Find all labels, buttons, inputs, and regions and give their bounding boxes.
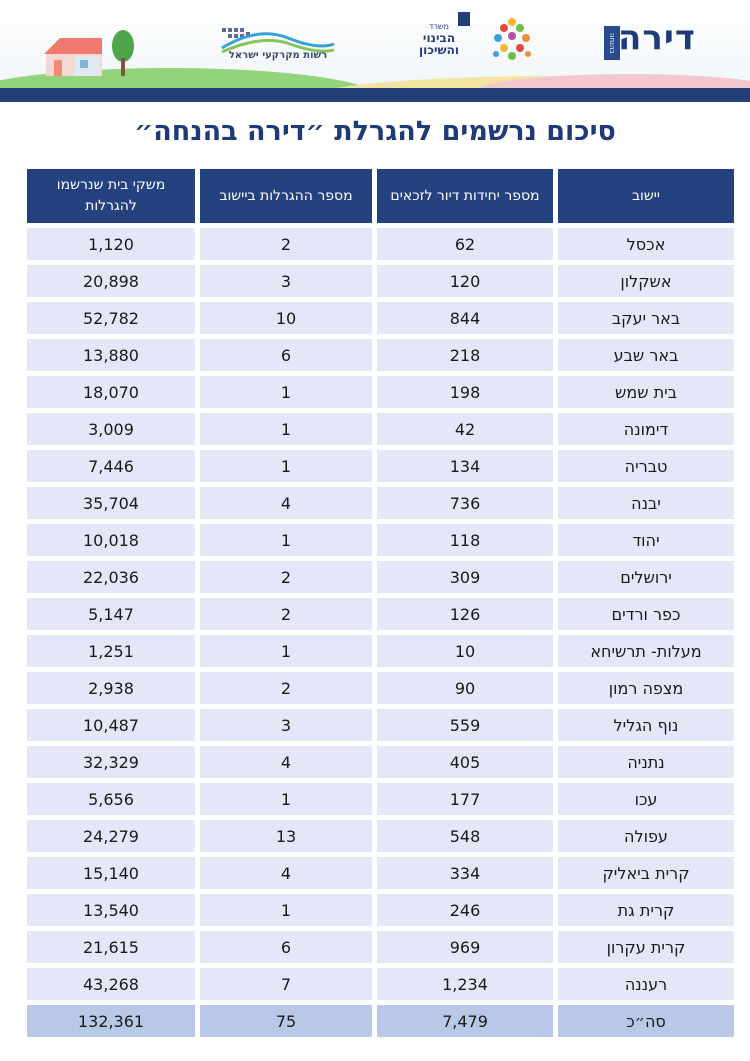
table-row <box>27 783 734 815</box>
cell-households: 1,251 <box>27 635 195 667</box>
cell-households: 20,898 <box>27 265 195 297</box>
cell-housing-units: 405 <box>377 746 553 778</box>
cell-settlement: יבנה <box>558 487 734 519</box>
cell-housing-units: 62 <box>377 228 553 260</box>
cell-settlement: רעננה <box>558 968 734 1000</box>
cell-housing-units: 559 <box>377 709 553 741</box>
cell-housing-units: 90 <box>377 672 553 704</box>
table-row <box>27 931 734 963</box>
cell-households: 22,036 <box>27 561 195 593</box>
cell-settlement: באר יעקב <box>558 302 734 334</box>
ministry-name <box>414 32 464 56</box>
land-authority-name: רשות מקרקעי ישראל <box>228 50 328 61</box>
cell-settlement: נוף הגליל <box>558 709 734 741</box>
table-row <box>27 894 734 926</box>
cell-households: 24,279 <box>27 820 195 852</box>
total-cell-households: 132,361 <box>27 1005 195 1037</box>
ministry-small-label: משרד <box>429 22 449 31</box>
cell-lotteries: 1 <box>200 783 372 815</box>
cell-lotteries: 4 <box>200 857 372 889</box>
cell-households: 35,704 <box>27 487 195 519</box>
cell-settlement: דימונה <box>558 413 734 445</box>
cell-housing-units: 126 <box>377 598 553 630</box>
cell-settlement: אשקלון <box>558 265 734 297</box>
cell-lotteries: 1 <box>200 894 372 926</box>
cell-households: 10,018 <box>27 524 195 556</box>
page-title: סיכום נרשמים להגרלת ״דירה בהנחה״ <box>134 116 616 147</box>
cell-households: 13,540 <box>27 894 195 926</box>
cell-lotteries: 1 <box>200 635 372 667</box>
cell-lotteries: 4 <box>200 487 372 519</box>
table-row <box>27 561 734 593</box>
cell-households: 1,120 <box>27 228 195 260</box>
cell-households: 3,009 <box>27 413 195 445</box>
cell-households: 7,446 <box>27 450 195 482</box>
table-row <box>27 598 734 630</box>
table-row <box>27 524 734 556</box>
cell-settlement: אכסל <box>558 228 734 260</box>
cell-lotteries: 6 <box>200 339 372 371</box>
table-body <box>27 228 734 1037</box>
cell-lotteries: 3 <box>200 709 372 741</box>
cell-settlement: נתניה <box>558 746 734 778</box>
cell-housing-units: 198 <box>377 376 553 408</box>
total-cell-lotteries: 75 <box>200 1005 372 1037</box>
cell-settlement: ירושלים <box>558 561 734 593</box>
cell-housing-units: 309 <box>377 561 553 593</box>
cell-lotteries: 2 <box>200 672 372 704</box>
table-row <box>27 413 734 445</box>
tree-icon <box>110 28 136 76</box>
cell-settlement: קרית ביאליק <box>558 857 734 889</box>
cell-settlement: כפר ורדים <box>558 598 734 630</box>
cell-households: 18,070 <box>27 376 195 408</box>
cell-settlement: קרית עקרון <box>558 931 734 963</box>
cell-settlement: קרית גת <box>558 894 734 926</box>
cell-lotteries: 2 <box>200 228 372 260</box>
table-row <box>27 228 734 260</box>
cell-lotteries: 1 <box>200 376 372 408</box>
column-header-lotteries: מספר ההגרלות ביישוב <box>200 169 372 223</box>
cell-lotteries: 1 <box>200 413 372 445</box>
cell-housing-units: 177 <box>377 783 553 815</box>
total-cell-housing-units: 7,479 <box>377 1005 553 1037</box>
cell-lotteries: 13 <box>200 820 372 852</box>
cell-lotteries: 1 <box>200 450 372 482</box>
cell-housing-units: 134 <box>377 450 553 482</box>
house-icon <box>40 36 106 76</box>
cell-households: 21,615 <box>27 931 195 963</box>
cell-households: 10,487 <box>27 709 195 741</box>
cell-settlement: עכו <box>558 783 734 815</box>
cell-housing-units: 548 <box>377 820 553 852</box>
table-row <box>27 376 734 408</box>
table-row <box>27 450 734 482</box>
table-row <box>27 487 734 519</box>
cell-lotteries: 2 <box>200 598 372 630</box>
header-banner <box>0 0 750 102</box>
cell-housing-units: 334 <box>377 857 553 889</box>
cell-housing-units: 1,234 <box>377 968 553 1000</box>
cell-lotteries: 10 <box>200 302 372 334</box>
total-cell-settlement: סה״כ <box>558 1005 734 1037</box>
cell-settlement: טבריה <box>558 450 734 482</box>
cell-lotteries: 2 <box>200 561 372 593</box>
cell-housing-units: 246 <box>377 894 553 926</box>
lottery-summary-table <box>22 164 739 1042</box>
cell-housing-units: 118 <box>377 524 553 556</box>
cell-settlement: מצפה רמון <box>558 672 734 704</box>
table-row <box>27 968 734 1000</box>
cell-settlement: באר שבע <box>558 339 734 371</box>
cell-households: 5,147 <box>27 598 195 630</box>
program-logo-text: דירה <box>618 18 696 58</box>
cell-housing-units: 218 <box>377 339 553 371</box>
table-row <box>27 709 734 741</box>
cell-lotteries: 4 <box>200 746 372 778</box>
cell-housing-units: 120 <box>377 265 553 297</box>
cell-households: 52,782 <box>27 302 195 334</box>
cell-lotteries: 7 <box>200 968 372 1000</box>
cell-lotteries: 3 <box>200 265 372 297</box>
header-bottom-band <box>0 88 750 102</box>
cell-settlement: בית שמש <box>558 376 734 408</box>
table-row <box>27 672 734 704</box>
cell-lotteries: 1 <box>200 524 372 556</box>
table-row <box>27 746 734 778</box>
cell-households: 43,268 <box>27 968 195 1000</box>
table-header-row <box>27 169 734 223</box>
column-header-households: משקי בית שנרשמו להגרלות <box>27 169 195 223</box>
table-row <box>27 302 734 334</box>
cell-households: 32,329 <box>27 746 195 778</box>
table-row <box>27 265 734 297</box>
cell-households: 5,656 <box>27 783 195 815</box>
ministry-name-line1: הבינוי <box>422 31 456 45</box>
cell-housing-units: 844 <box>377 302 553 334</box>
cell-housing-units: 736 <box>377 487 553 519</box>
cell-housing-units: 42 <box>377 413 553 445</box>
cell-lotteries: 6 <box>200 931 372 963</box>
column-header-housing-units: מספר יחידות דיור לזכאים <box>377 169 553 223</box>
cell-settlement: עפולה <box>558 820 734 852</box>
table-row <box>27 820 734 852</box>
table-total-row <box>27 1005 734 1037</box>
cell-households: 15,140 <box>27 857 195 889</box>
ministry-name-line2: והשיכון <box>418 43 460 57</box>
cell-settlement: יהוד <box>558 524 734 556</box>
cell-households: 13,880 <box>27 339 195 371</box>
cell-housing-units: 10 <box>377 635 553 667</box>
column-header-settlement: יישוב <box>558 169 734 223</box>
program-logo-side-label: בהנחה <box>604 26 620 60</box>
cell-households: 2,938 <box>27 672 195 704</box>
table-row <box>27 339 734 371</box>
table-row <box>27 635 734 667</box>
land-authority-logo <box>218 22 338 72</box>
cell-settlement: מעלות- תרשיחא <box>558 635 734 667</box>
table-row <box>27 857 734 889</box>
cell-housing-units: 969 <box>377 931 553 963</box>
